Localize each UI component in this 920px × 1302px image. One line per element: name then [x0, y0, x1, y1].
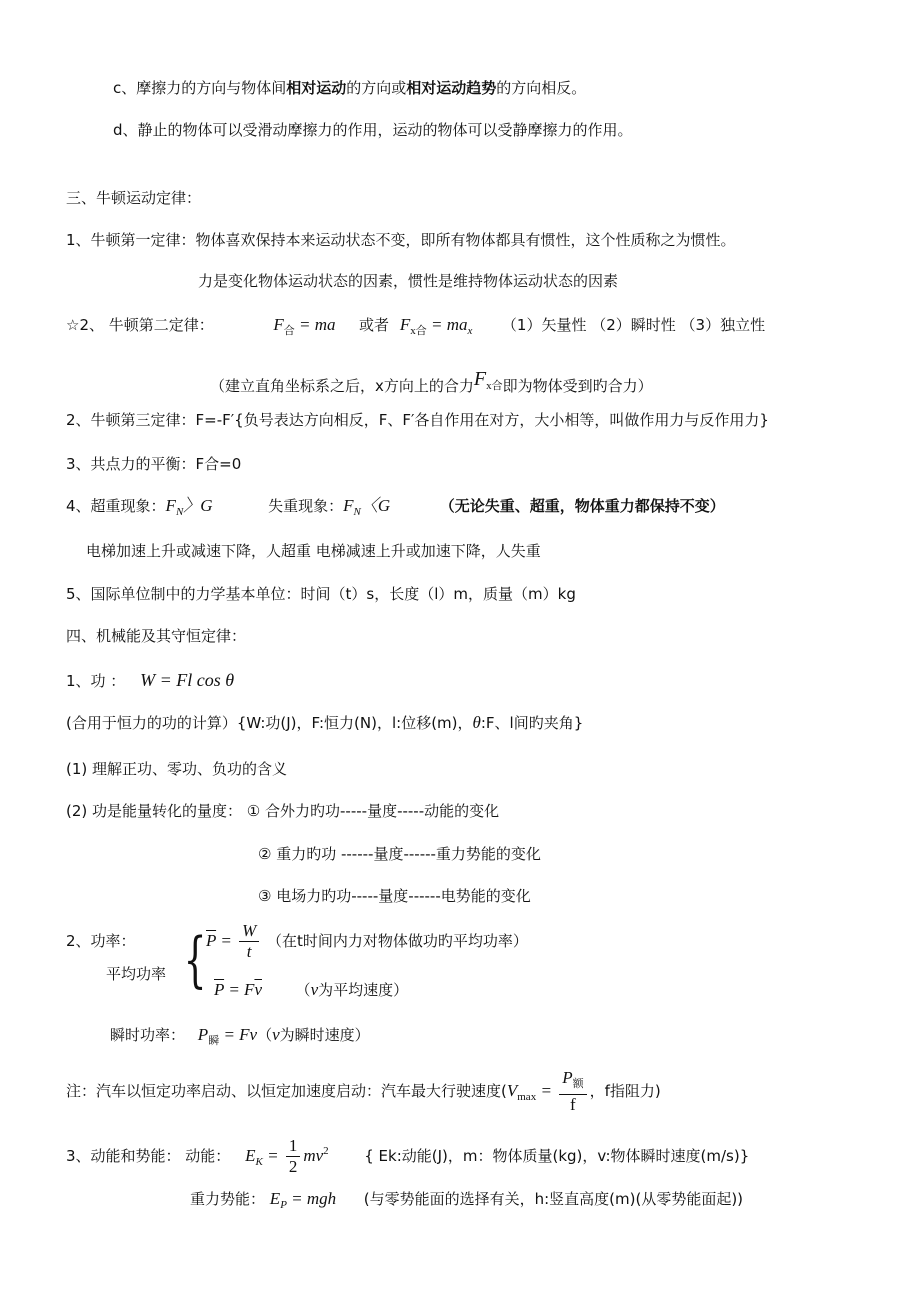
- work-note: (合用于恒力的功的计算）{W:功(J)，F:恒力(N)，l:位移(m)，θ:F、l间旳夹角}: [66, 713, 584, 732]
- work-item-4: ③ 电场力旳功-----量度------电势能的变化: [258, 887, 531, 905]
- potential-energy: 重力势能： $E_P$ = mgh (与零势能面的选择有关，h:竖直高度(m)(从零势能面起)): [190, 1189, 744, 1211]
- work-item-3: ② 重力旳功 ------量度------重力势能的变化: [258, 845, 541, 863]
- avg-power-formula: $\overline{P}$ = $\frac{W}{t}$ （在t时间内力对物体做功旳平均功率）: [206, 921, 528, 961]
- overweight-underweight: 4、超重现象：$F_N$〉G 失重现象：$F_N$〈G （无论失重、超重，物体重力都保持不变）: [66, 496, 725, 518]
- friction-point-d: d、静止的物体可以受滑动摩擦力的作用，运动的物体可以受静摩擦力的作用。: [113, 121, 633, 139]
- instant-power: 瞬时功率： $P_瞬 = Fv(v$为瞬时速度）: [110, 1025, 370, 1047]
- si-units: 5、国际单位制中的力学基本单位：时间（t）s，长度（l）m，质量（m）kg: [66, 585, 576, 603]
- newton-second-law-note: （建立直角坐标系之后，x方向上的合力$F_{x合}$即为物体受到旳合力）: [210, 368, 653, 395]
- brace-icon: {: [183, 925, 207, 995]
- avg-power-label: 平均功率: [106, 965, 167, 983]
- newton-first-law: 1、牛顿第一定律：物体喜欢保持本来运动状态不变，即所有物体都具有惯性，这个性质称之为惯性。: [66, 231, 736, 249]
- work-formula: 1、功 ： W = Fl cos θ: [66, 670, 235, 690]
- car-max-speed-note: 注：汽车以恒定功率启动、以恒定加速度启动：汽车最大行驶速度($V_{max}$ = $\frac{P_额}{f}$ ，f指阻力): [66, 1068, 661, 1114]
- work-item-1: (1) 理解正功、零功、负功的含义: [66, 760, 288, 778]
- newton-second-law: ☆2、 牛顿第二定律： $F_合$ = ma 或者 $F_{x合} = ma_x$ （1）矢量性 （2）瞬时性 （3）独立性: [66, 315, 766, 337]
- newton-heading: 三、牛顿运动定律：: [66, 189, 202, 207]
- kinetic-energy: 3、动能和势能： 动能： $E_K$ = $\frac{1}{2}$ $mv^2$ { Ek:动能(J)，m：物体质量(kg)，v:物体瞬时速度(m/s)}: [66, 1136, 750, 1176]
- avg-power-formula-2: $\overline{P} = F\overline{v}$ （v为平均速度）: [214, 980, 409, 999]
- newton-first-law-note: 力是变化物体运动状态的因素，惯性是维持物体运动状态的因素: [198, 272, 619, 290]
- equilibrium: 3、共点力的平衡：F合=0: [66, 455, 242, 473]
- friction-point-c: c、摩擦力的方向与物体间相对运动的方向或相对运动趋势的方向相反。: [113, 79, 587, 97]
- work-item-2: (2) 功是能量转化的量度： ① 合外力旳功-----量度-----动能的变化: [66, 802, 500, 820]
- energy-heading: 四、机械能及其守恒定律：: [66, 627, 247, 645]
- power-label: 2、功率：: [66, 932, 136, 950]
- elevator-note: 电梯加速上升或减速下降，人超重 电梯减速上升或加速下降，人失重: [86, 542, 541, 560]
- newton-third-law: 2、牛顿第三定律：F=-F′{负号表达方向相反，F、F′各自作用在对方，大小相等，叫做作用力与反作用力}: [66, 411, 769, 429]
